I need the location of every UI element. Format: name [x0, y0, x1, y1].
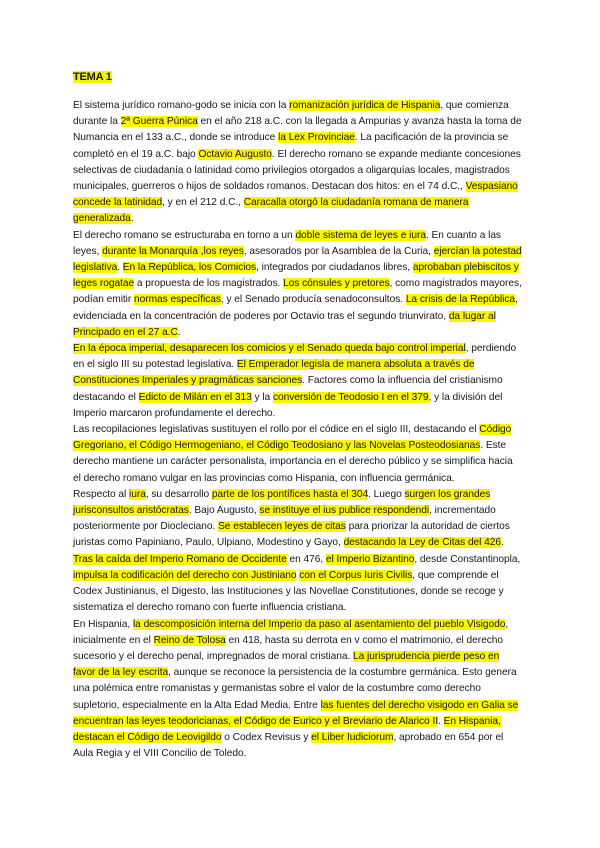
text-segment: El derecho romano se estructuraba en torno a un — [73, 229, 296, 241]
text-segment: en 418, hasta su derrota en v como el matrimonio, el derecho sucesorio y el derecho penal, impregnados de moral cristiana. — [73, 634, 503, 662]
text-segment: en el año 218 a.C. con la llegada a Ampurias y avanza hasta la toma de Numancia en el 133 a.C., donde se introduce — [73, 116, 522, 144]
highlighted-text: Código Gregoriano, el Código Hermogeniano, el Código Teodosiano y las Novelas Posteodosianas — [73, 424, 512, 452]
text-segment: . En cuanto a las leyes, — [73, 229, 501, 257]
paragraph — [73, 617, 523, 763]
text-segment: . — [177, 326, 181, 338]
paragraph — [73, 98, 523, 228]
text-segment: , evidenciada en la concentración de poderes por Octavio tras el segundo triunvirato, — [73, 294, 518, 322]
highlighted-text: En la época imperial, desaparecen los comicios y el Senado queda bajo control imperial — [73, 343, 466, 355]
text-segment: . Este derecho mantiene un carácter personalista, importancia en el derecho público y se simplifica hacia el derecho romano vulgar en las provincias como Hispania, con influencia germánica. — [73, 440, 513, 484]
paragraph — [73, 487, 523, 552]
highlighted-text: En la República, los Comicios — [122, 262, 257, 274]
text-segment: Respecto al — [73, 488, 130, 500]
text-segment: para priorizar la autoridad de ciertos juristas como Papiniano, Paulo, Ulpiano, Modestino y Gayo, — [73, 521, 510, 549]
highlighted-text: la descomposición interna del Imperio da paso al asentamiento del pueblo Visigodo — [132, 618, 506, 630]
document-body — [73, 98, 523, 762]
text-segment: en 476, — [286, 553, 326, 565]
title-text: TEMA 1 — [73, 71, 112, 83]
text-segment: o Codex Revisus y — [221, 731, 312, 743]
highlighted-text: En Hispania, destacan el Código de Leovigildo — [73, 715, 501, 743]
highlighted-text: Los cónsules y pretores — [283, 278, 390, 290]
paragraph — [73, 422, 523, 487]
highlighted-text: El Emperador legisla de manera absoluta a través de Constituciones Imperiales y pragmáticas sanciones — [73, 359, 475, 387]
text-segment: . — [117, 262, 123, 274]
highlighted-text: iura — [129, 488, 146, 500]
highlighted-text: Tras la caída del Imperio Romano de Occidente — [73, 553, 287, 565]
text-segment: , y en el 212 d.C., — [162, 197, 244, 209]
highlighted-text: ejercían la potestad legislativa — [73, 245, 522, 274]
text-segment: , desde Constantinopla, — [414, 553, 521, 565]
paragraph — [73, 341, 523, 422]
highlighted-text: parte de los pontífices hasta el 304 — [211, 488, 369, 500]
highlighted-text: Caracalla otorgó la ciudadanía romana de manera generalizada — [73, 197, 469, 225]
text-segment: , como magistrados mayores, podían emitir — [73, 278, 522, 306]
text-segment: , y la división del Imperio marcaron profundamente el derecho. — [73, 391, 503, 419]
highlighted-text: aprobaban plebiscitos y leges rogatae — [73, 262, 519, 290]
text-segment: , asesorados por la Asamblea de la Curia, — [243, 245, 434, 257]
highlighted-text: Vespasiano concede la latinidad — [73, 181, 518, 209]
highlighted-text: se instituye el ius publice respondendi — [259, 505, 430, 517]
text-segment: , incrementado posteriormente por Diocleciano. — [73, 505, 496, 533]
highlighted-text: el Imperio Bizantino — [325, 553, 415, 565]
highlighted-text: impulsa la codificación del derecho con Justiniano — [73, 569, 297, 581]
highlighted-text: Se establecen leyes de citas — [218, 521, 346, 533]
highlighted-text: Reino de Tolosa — [153, 634, 226, 646]
text-segment: , integrados por ciudadanos libres, — [256, 262, 413, 274]
highlighted-text: da lugar al Principado en el 27 a.C — [73, 310, 496, 338]
highlighted-text: Edicto de Milán en el 313 — [138, 391, 252, 403]
highlighted-text: normas específicas — [134, 294, 221, 306]
text-segment: , inicialmente en el — [73, 618, 509, 646]
text-segment: , aunque se reconoce la persistencia de la costumbre germánica. Esto genera una polémica entre romanistas y germanistas sobre el valor de la costumbre como derecho supletorio, especialmente en la Alta Edad Media. Entre — [73, 667, 517, 711]
text-segment: y la — [251, 391, 273, 403]
text-segment: , su desarrollo — [145, 488, 212, 500]
paragraph — [73, 552, 523, 617]
highlighted-text: Octavio Augusto — [198, 148, 272, 160]
text-segment: . La pacificación de la provincia se completó en el 19 a.C. bajo — [73, 132, 509, 160]
highlighted-text: la Lex Provinciae — [278, 132, 355, 144]
highlighted-text: La crisis de la República — [405, 294, 515, 306]
paragraph — [73, 228, 523, 341]
text-segment: , que comienza durante la — [73, 100, 509, 128]
highlighted-text: La jurisprudencia pierde peso en favor de la ley escrita — [73, 650, 500, 679]
text-segment: . El derecho romano se expande mediante concesiones selectivas de ciudadanía o latinidad como privilegios otorgados a oligarquías locales, magistrados municipales, guerreros o hijos de soldados romanos. Destacan dos hitos: en el 74 d.C., — [73, 148, 521, 193]
text-segment: . — [130, 213, 134, 225]
text-segment: , aprobado en 654 por el Aula Regia y el VIII Concilio de Toledo. — [73, 731, 504, 760]
highlighted-text: con el Corpus Iuris Civilis — [299, 569, 413, 581]
highlighted-text: 2ª Guerra Púnica — [120, 116, 198, 128]
highlighted-text: doble sistema de leyes e iura — [295, 229, 426, 241]
text-segment: . — [438, 715, 444, 727]
text-segment: El sistema jurídico romano-godo se inicia con la — [73, 100, 290, 111]
text-segment: . Luego — [368, 488, 405, 500]
text-segment: Las recopilaciones legislativas sustituyen el rollo por el códice en el siglo III, destacando el — [73, 424, 480, 436]
text-segment: En Hispania, — [73, 618, 133, 630]
document-title — [73, 71, 112, 83]
highlighted-text: el Liber Iudiciorum — [311, 731, 394, 743]
text-segment: . Bajo Augusto, — [188, 505, 260, 517]
highlighted-text: conversión de Teodosio I en el 379 — [272, 391, 429, 403]
text-segment: a propuesta de los magistrados. — [134, 278, 284, 290]
text-segment: , perdiendo en el siglo III su potestad legislativa. — [73, 343, 517, 371]
highlighted-text: romanización jurídica de Hispania — [289, 100, 441, 111]
text-segment: . Factores como la influencia del cristianismo destacando el — [73, 375, 503, 403]
highlighted-text: destacando la Ley de Citas del 426 — [343, 537, 502, 549]
text-segment: . — [501, 537, 504, 549]
highlighted-text: surgen los grandes jurisconsultos aristócratas — [73, 488, 491, 517]
text-segment: , y el Senado producía senadoconsultos. — [220, 294, 406, 306]
highlighted-text: durante la Monarquía ,los reyes — [102, 245, 244, 257]
text-segment: , que comprende el Codex Justinianus, el Digesto, las Instituciones y las Novellae Constitutiones, donde se recoge y sistematiza el derecho romano con fuerte influencia cristiana. — [73, 569, 504, 614]
highlighted-text: las fuentes del derecho visigodo en Galia se encuentran las leyes teodoricianas, el Código de Eurico y el Breviario de Alarico II — [73, 699, 519, 727]
